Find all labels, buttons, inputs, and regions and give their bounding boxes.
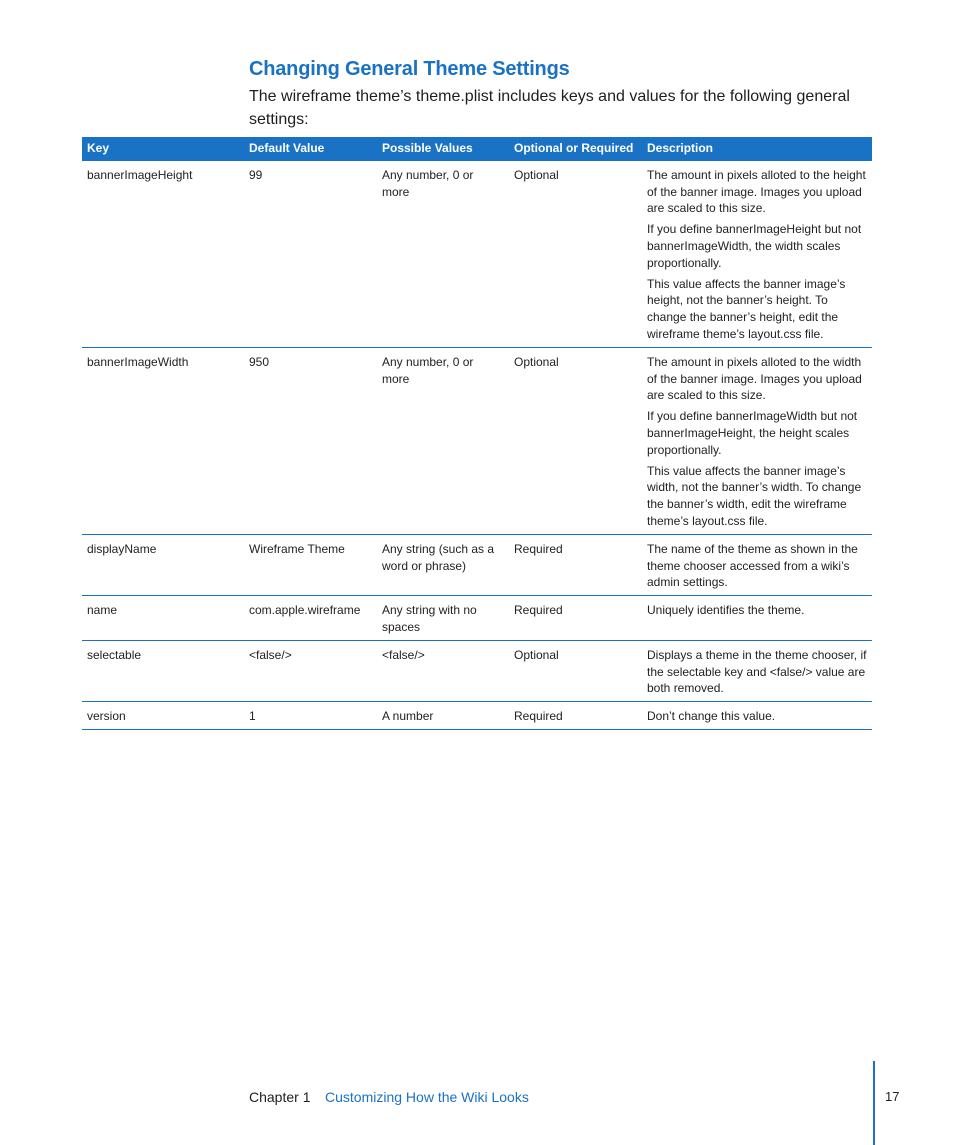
header-optional-or-required: Optional or Required [509,137,642,161]
cell-description [642,534,872,595]
table-row [82,534,872,595]
description-paragraph: Displays a theme in the theme chooser, if the selectable key and <false/> value are both removed. [647,647,867,696]
theme-settings-table [82,137,872,730]
page-number: 17 [885,1089,900,1104]
cell-description [642,640,872,701]
cell-possible: Any string with no spaces [377,596,509,641]
cell-optional: Optional [509,347,642,534]
cell-default: 99 [244,161,377,347]
cell-key: displayName [82,534,244,595]
cell-possible: Any number, 0 or more [377,347,509,534]
table-row [82,596,872,641]
cell-optional: Required [509,596,642,641]
description-paragraph: Don’t change this value. [647,709,776,724]
table-row [82,640,872,701]
intro-paragraph: The wireframe theme’s theme.plist includes keys and values for the following general settings: [249,88,850,128]
table-row [82,161,872,347]
table-row [82,347,872,534]
cell-possible: <false/> [377,640,509,701]
cell-possible: A number [377,702,509,730]
cell-key: selectable [82,640,244,701]
description-paragraph: Uniquely identifies the theme. [647,603,805,618]
footer-chapter-label: Chapter 1 [249,1089,311,1105]
cell-default: 1 [244,702,377,730]
description-paragraph: This value affects the banner image’s width, not the banner’s width. To change the banner’s width, edit the wireframe theme’s layout.css file. [647,463,862,528]
cell-possible: Any string (such as a word or phrase) [377,534,509,595]
cell-optional: Required [509,534,642,595]
cell-default: 950 [244,347,377,534]
cell-optional: Optional [509,640,642,701]
description-paragraph: The amount in pixels alloted to the height of the banner image. Images you upload are scaled to this size. [647,167,866,216]
cell-default: <false/> [244,640,377,701]
description-paragraph: If you define bannerImageWidth but not bannerImageHeight, the height scales proportionally. [647,409,858,457]
cell-description [642,596,872,641]
cell-possible: Any number, 0 or more [377,161,509,347]
cell-description [642,347,872,534]
cell-description [642,702,872,730]
header-description: Description [642,137,872,161]
description-paragraph: The name of the theme as shown in the theme chooser accessed from a wiki’s admin settings. [647,541,858,590]
table-header-row [82,137,872,161]
footer-divider [873,1061,875,1145]
cell-key: version [82,702,244,730]
cell-key: bannerImageWidth [82,347,244,534]
header-key: Key [82,137,244,161]
cell-key: name [82,596,244,641]
cell-description [642,161,872,347]
section-heading: Changing General Theme Settings [249,58,570,80]
header-possible-values: Possible Values [377,137,509,161]
table-row [82,702,872,730]
footer-chapter-title-link[interactable]: Customizing How the Wiki Looks [325,1089,529,1105]
cell-default: Wireframe Theme [244,534,377,595]
cell-key: bannerImageHeight [82,161,244,347]
cell-optional: Optional [509,161,642,347]
description-paragraph: If you define bannerImageHeight but not bannerImageWidth, the width scales proportionally. [647,222,862,270]
description-paragraph: The amount in pixels alloted to the width of the banner image. Images you upload are scaled to this size. [647,354,862,403]
description-paragraph: This value affects the banner image’s height, not the banner’s height. To change the banner’s height, edit the wireframe theme’s layout.css file. [647,276,846,341]
header-default-value: Default Value [244,137,377,161]
cell-optional: Required [509,702,642,730]
cell-default: com.apple.wireframe [244,596,377,641]
